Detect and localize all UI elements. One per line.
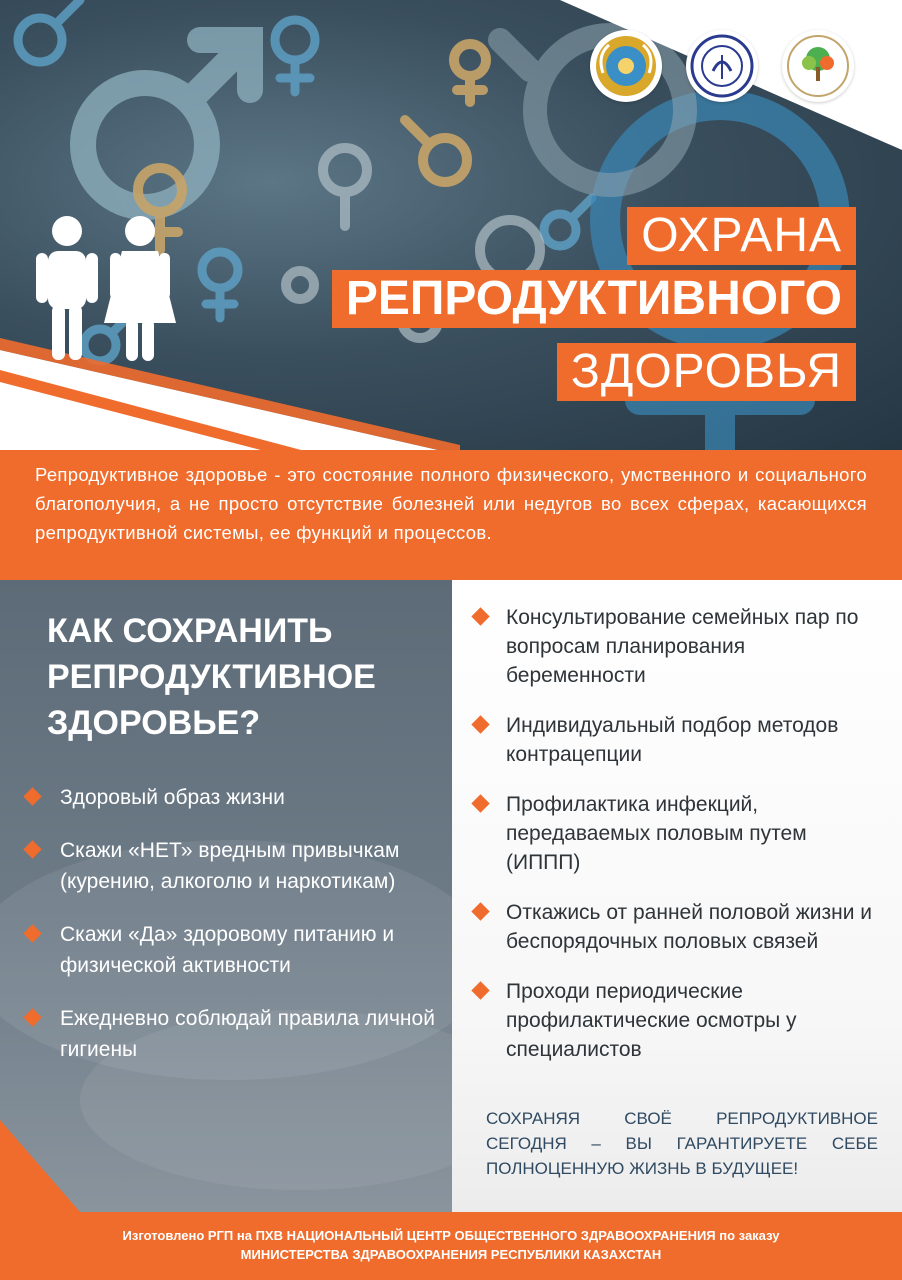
title-line-1: ОХРАНА xyxy=(627,207,856,265)
definition-band xyxy=(0,450,902,580)
left-tips-list xyxy=(26,782,436,1087)
heading-line-2: РЕПРОДУКТИВНОЕ xyxy=(47,658,376,696)
list-item-text: Скажи «НЕТ» вредным привычкам (курению, алкоголю и наркотикам) xyxy=(60,839,400,893)
list-item xyxy=(474,898,884,956)
logos xyxy=(590,30,854,102)
list-item-text: Индивидуальный подбор методов контрацепции xyxy=(506,714,839,766)
list-item-text: Консультирование семейных пар по вопросам планирования беременности xyxy=(506,606,859,687)
ministry-logo-icon xyxy=(686,30,758,102)
kazakhstan-emblem-icon xyxy=(590,30,662,102)
diamond-bullet-icon xyxy=(23,924,41,942)
title-line-2: РЕПРОДУКТИВНОГО xyxy=(332,270,856,328)
list-item-text: Профилактика инфекций, передаваемых половым путем (ИППП) xyxy=(506,793,807,874)
diamond-bullet-icon xyxy=(471,981,489,999)
list-item xyxy=(474,603,884,690)
slogan-text: СОХРАНЯЯ СВОЁ РЕПРОДУКТИВНОЕ СЕГОДНЯ – ВЫ ГАРАНТИРУЕТЕ СЕБЕ ПОЛНОЦЕННУЮ ЖИЗНЬ В БУДУЩЕЕ! xyxy=(486,1109,878,1178)
list-item xyxy=(474,711,884,769)
list-item xyxy=(26,919,436,981)
hero-banner xyxy=(0,0,902,455)
list-item xyxy=(26,782,436,813)
section-heading xyxy=(47,608,376,746)
heading-line-3: ЗДОРОВЬЕ? xyxy=(47,704,261,742)
diamond-bullet-icon xyxy=(471,794,489,812)
list-item-text: Откажись от ранней половой жизни и беспорядочных половых связей xyxy=(506,901,873,953)
list-item xyxy=(474,977,884,1064)
footer xyxy=(0,1212,902,1280)
list-item-text: Скажи «Да» здоровому питанию и физической активности xyxy=(60,923,395,977)
man-woman-icon xyxy=(30,215,180,365)
diamond-bullet-icon xyxy=(471,902,489,920)
heading-line-1: КАК СОХРАНИТЬ xyxy=(47,612,333,650)
list-item-text: Проходи периодические профилактические осмотры у специалистов xyxy=(506,980,797,1061)
title-line-3: ЗДОРОВЬЯ xyxy=(557,343,856,401)
definition-text: Репродуктивное здоровье - это состояние полного физического, умственного и социального благополучия, а не просто отсутствие болезней или недугов во всех сферах, касающихся репродуктивной системы, ее функций и процессов. xyxy=(35,464,867,543)
list-item-text: Ежедневно соблюдай правила личной гигиены xyxy=(60,1007,435,1061)
list-item-text: Здоровый образ жизни xyxy=(60,786,285,809)
list-item xyxy=(26,835,436,897)
diamond-bullet-icon xyxy=(471,715,489,733)
list-item xyxy=(474,790,884,877)
diamond-bullet-icon xyxy=(23,787,41,805)
diamond-bullet-icon xyxy=(23,1008,41,1026)
health-center-tree-logo-icon xyxy=(782,30,854,102)
list-item xyxy=(26,1003,436,1065)
footer-line-1: Изготовлено РГП на ПХВ НАЦИОНАЛЬНЫЙ ЦЕНТР ОБЩЕСТВЕННОГО ЗДРАВООХРАНЕНИЯ по заказу xyxy=(122,1228,780,1243)
diamond-bullet-icon xyxy=(23,840,41,858)
footer-line-2: МИНИСТЕРСТВА ЗДРАВООХРАНЕНИЯ РЕСПУБЛИКИ КАЗАХСТАН xyxy=(240,1247,662,1262)
right-tips-list xyxy=(474,603,884,1085)
diamond-bullet-icon xyxy=(471,607,489,625)
